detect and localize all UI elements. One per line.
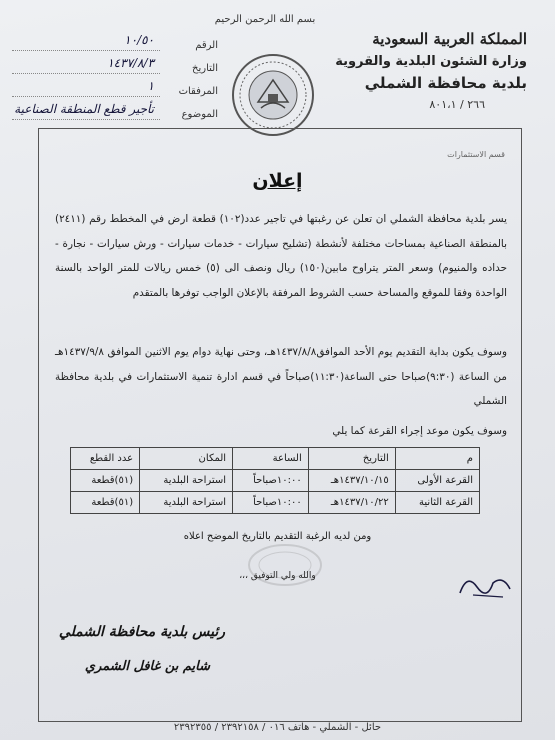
meta-date-row [8,51,218,74]
table-header-row [71,448,480,470]
signature-scribble-icon [455,565,515,605]
date-value: ١٤٣٧/٨/٣ [12,56,160,74]
date-label: التاريخ [192,63,218,74]
municipality-emblem-icon [228,50,318,140]
meta-number-row [8,28,218,51]
announcement-title: إعلان [252,170,303,192]
table-cell: استراحة البلدية [140,470,233,492]
signatory-name: شايم بن غافل الشمري [84,659,210,674]
table-cell: ١٠:٠٠صباحاً [233,470,309,492]
attachments-value: ١ [12,79,160,97]
column-header: التاريخ [308,448,395,470]
table-cell: القرعة الثانية [395,492,479,514]
closing-greeting: والله ولي التوفيق ،،، [239,571,316,581]
table-cell: (٥١)قطعة [71,492,140,514]
table-cell: استراحة البلدية [140,492,233,514]
announcement-paragraph-2: وسوف يكون بداية التقديم يوم الأحد الموافق١٤٣٧/٨/٨هـ، وحتى نهاية دوام يوم الاثنين الموافق ١٤٣٧/٩/٨هـ من الساعة (٩:٣٠)صباحا حتى الساعة(١١:٣٠)صباحاً في قسم ادارة تنمية الاستثمارات في بلدية محافظة الشملي [55,346,507,407]
column-header: عدد القطع [71,448,140,470]
closing-line: ومن لديه الرغبة التقديم بالتاريخ الموضح اعلاه [183,531,372,542]
meta-subject-row [8,97,218,120]
number-label: الرقم [195,40,218,51]
faint-stamp-icon [245,540,325,590]
table-cell: ١٤٣٧/١٠/٢٢هـ [308,492,395,514]
footer-contact: حائل - الشملي - هاتف ٠١٦ / ٢٣٩٢١٥٨ / ٢٣٩٢٣٥٥ [173,722,382,733]
department-note: قسم الاستثمارات [447,150,505,159]
table-cell: ١٠:٠٠صباحاً [233,492,309,514]
letter-meta [8,28,218,120]
column-header: الساعة [233,448,309,470]
table-row [71,492,480,514]
lottery-schedule-table [70,447,480,514]
announcement-paragraph-1: يسر بلدية محافظة الشملي ان تعلن عن رغبتها في تاجير عدد(١٠٢) قطعة ارض في المخطط رقم (٢٤١١) بالمنطقة الصناعية بمساحات مختلفة لأنشطة (تشليح سيارات - خدمات سيارات - ورش سيارات - نجارة - حداده والمنيوم) وسعر المتر يتراوح مابين(١٥٠) ريال ونصف الى (٥) خمس ريالات للمتر الواحد بالسنة الواحدة وفقا للموقع والمساحة حسب الشروط المرفقة بالإعلان الواجب توفرها بالمتقدم [55,213,507,299]
announcement-paragraph-3: وسوف يكون موعد إجراء القرعة كما يلي [332,425,507,437]
attachments-label: المرفقات [178,86,218,97]
table-cell: (٥١)قطعة [71,470,140,492]
column-header: المكان [140,448,233,470]
basmala: بسم الله الرحمن الرحيم [214,14,316,25]
signatory-title: رئيس بلدية محافظة الشملي [58,624,225,640]
column-header: م [395,448,479,470]
table-cell: القرعة الأولى [395,470,479,492]
ministry-heading: وزارة الشئون البلدية والقروية [335,54,527,69]
subject-value: تأجير قطع المنطقة الصناعية [12,102,160,120]
reference-code: ٢٦٦ / ٨٠١،١ [429,98,485,111]
kingdom-heading: المملكة العربية السعودية [372,30,527,48]
table-row [71,470,480,492]
subject-label: الموضوع [181,109,218,120]
meta-attachments-row [8,74,218,97]
table-cell: ١٤٣٧/١٠/١٥هـ [308,470,395,492]
number-value: ١٠/٥٠ [12,33,160,51]
municipality-heading: بلدية محافظة الشملي [364,74,527,92]
